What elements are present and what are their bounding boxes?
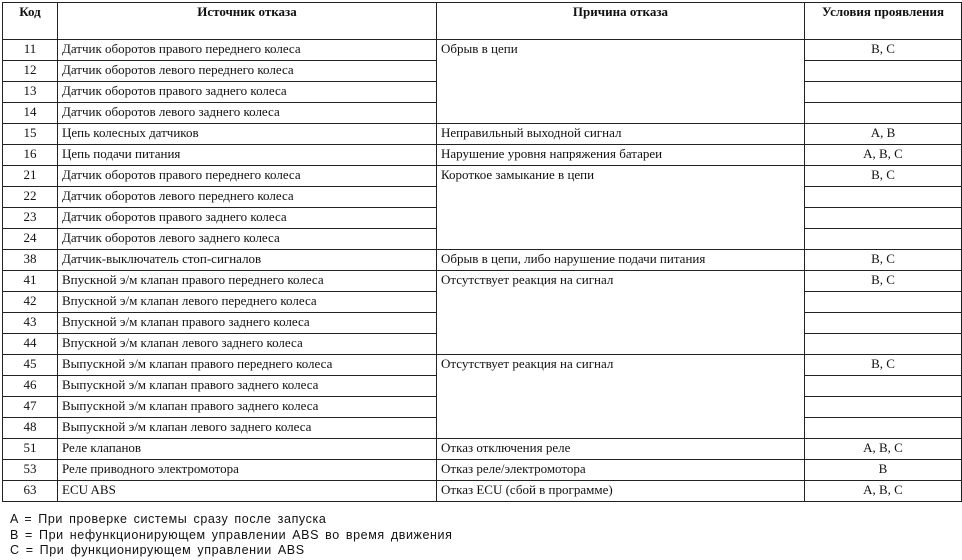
source-cell: Впускной э/м клапан правого заднего колеса: [58, 313, 437, 334]
source-cell: ECU ABS: [58, 481, 437, 502]
source-cell: Датчик оборотов левого заднего колеса: [58, 229, 437, 250]
code-cell: 21: [3, 166, 58, 187]
code-cell: 14: [3, 103, 58, 124]
source-cell: Цепь колесных датчиков: [58, 124, 437, 145]
conditions-cell: [805, 418, 962, 439]
cause-cell: Обрыв в цепи, либо нарушение подачи питания: [437, 250, 805, 271]
conditions-cell: [805, 376, 962, 397]
source-cell: Датчик оборотов левого переднего колеса: [58, 61, 437, 82]
code-cell: 16: [3, 145, 58, 166]
conditions-cell: [805, 313, 962, 334]
source-cell: Реле приводного электромотора: [58, 460, 437, 481]
conditions-cell: A, B: [805, 124, 962, 145]
cause-cell: Отказ реле/электромотора: [437, 460, 805, 481]
table-row: [3, 145, 962, 166]
code-cell: 47: [3, 397, 58, 418]
source-cell: Датчик оборотов правого переднего колеса: [58, 166, 437, 187]
conditions-cell: A, B, C: [805, 145, 962, 166]
conditions-legend: [10, 512, 453, 559]
cause-cell: Отсутствует реакция на сигнал: [437, 271, 805, 355]
conditions-cell: B, C: [805, 271, 962, 292]
table-row: [3, 124, 962, 145]
source-cell: Впускной э/м клапан левого переднего колеса: [58, 292, 437, 313]
code-cell: 23: [3, 208, 58, 229]
code-cell: 22: [3, 187, 58, 208]
table-row: [3, 481, 962, 502]
table-row: [3, 439, 962, 460]
code-cell: 38: [3, 250, 58, 271]
cause-cell: Отказ отключения реле: [437, 439, 805, 460]
source-cell: Реле клапанов: [58, 439, 437, 460]
cause-cell: Нарушение уровня напряжения батареи: [437, 145, 805, 166]
table-header-row: [3, 3, 962, 40]
code-cell: 53: [3, 460, 58, 481]
cause-cell: Неправильный выходной сигнал: [437, 124, 805, 145]
conditions-cell: [805, 229, 962, 250]
source-cell: Выпускной э/м клапан правого заднего колеса: [58, 376, 437, 397]
code-cell: 41: [3, 271, 58, 292]
code-cell: 46: [3, 376, 58, 397]
table-row: [3, 271, 962, 292]
conditions-cell: [805, 61, 962, 82]
cause-cell: Короткое замыкание в цепи: [437, 166, 805, 250]
source-cell: Цепь подачи питания: [58, 145, 437, 166]
source-cell: Выпускной э/м клапан правого заднего колеса: [58, 397, 437, 418]
table-row: [3, 355, 962, 376]
table-row: [3, 40, 962, 61]
conditions-cell: A, B, C: [805, 439, 962, 460]
cause-cell: Отсутствует реакция на сигнал: [437, 355, 805, 439]
conditions-cell: [805, 187, 962, 208]
conditions-cell: [805, 82, 962, 103]
cause-cell: Обрыв в цепи: [437, 40, 805, 124]
source-cell: Датчик-выключатель стоп-сигналов: [58, 250, 437, 271]
conditions-cell: A, B, C: [805, 481, 962, 502]
code-cell: 48: [3, 418, 58, 439]
source-cell: Датчик оборотов левого заднего колеса: [58, 103, 437, 124]
code-cell: 42: [3, 292, 58, 313]
fault-code-table: [2, 2, 962, 502]
code-cell: 11: [3, 40, 58, 61]
header-source: Источник отказа: [58, 3, 437, 40]
header-code: Код: [3, 3, 58, 40]
source-cell: Датчик оборотов правого заднего колеса: [58, 82, 437, 103]
code-cell: 51: [3, 439, 58, 460]
cause-cell: Отказ ECU (сбой в программе): [437, 481, 805, 502]
conditions-cell: [805, 292, 962, 313]
source-cell: Впускной э/м клапан левого заднего колеса: [58, 334, 437, 355]
conditions-cell: [805, 103, 962, 124]
source-cell: Датчик оборотов правого переднего колеса: [58, 40, 437, 61]
code-cell: 12: [3, 61, 58, 82]
code-cell: 63: [3, 481, 58, 502]
conditions-cell: B: [805, 460, 962, 481]
code-cell: 44: [3, 334, 58, 355]
conditions-cell: B, C: [805, 355, 962, 376]
header-cause: Причина отказа: [437, 3, 805, 40]
legend-item-b: B = При нефункционирующем управлении ABS во время движения: [10, 527, 453, 542]
source-cell: Датчик оборотов левого переднего колеса: [58, 187, 437, 208]
code-cell: 45: [3, 355, 58, 376]
legend-item-a: A = При проверке системы сразу после запуска: [10, 512, 327, 526]
conditions-cell: B, C: [805, 40, 962, 61]
conditions-cell: B, C: [805, 250, 962, 271]
code-cell: 15: [3, 124, 58, 145]
table-row: [3, 250, 962, 271]
conditions-cell: [805, 334, 962, 355]
code-cell: 13: [3, 82, 58, 103]
legend-item-c: C = При функционирующем управлении ABS: [10, 543, 305, 557]
source-cell: Выпускной э/м клапан левого заднего колеса: [58, 418, 437, 439]
table-row: [3, 460, 962, 481]
conditions-cell: [805, 208, 962, 229]
source-cell: Впускной э/м клапан правого переднего колеса: [58, 271, 437, 292]
source-cell: Датчик оборотов правого заднего колеса: [58, 208, 437, 229]
table-row: [3, 166, 962, 187]
code-cell: 24: [3, 229, 58, 250]
source-cell: Выпускной э/м клапан правого переднего колеса: [58, 355, 437, 376]
conditions-cell: [805, 397, 962, 418]
conditions-cell: B, C: [805, 166, 962, 187]
header-conditions: Условия проявления: [805, 3, 962, 40]
code-cell: 43: [3, 313, 58, 334]
